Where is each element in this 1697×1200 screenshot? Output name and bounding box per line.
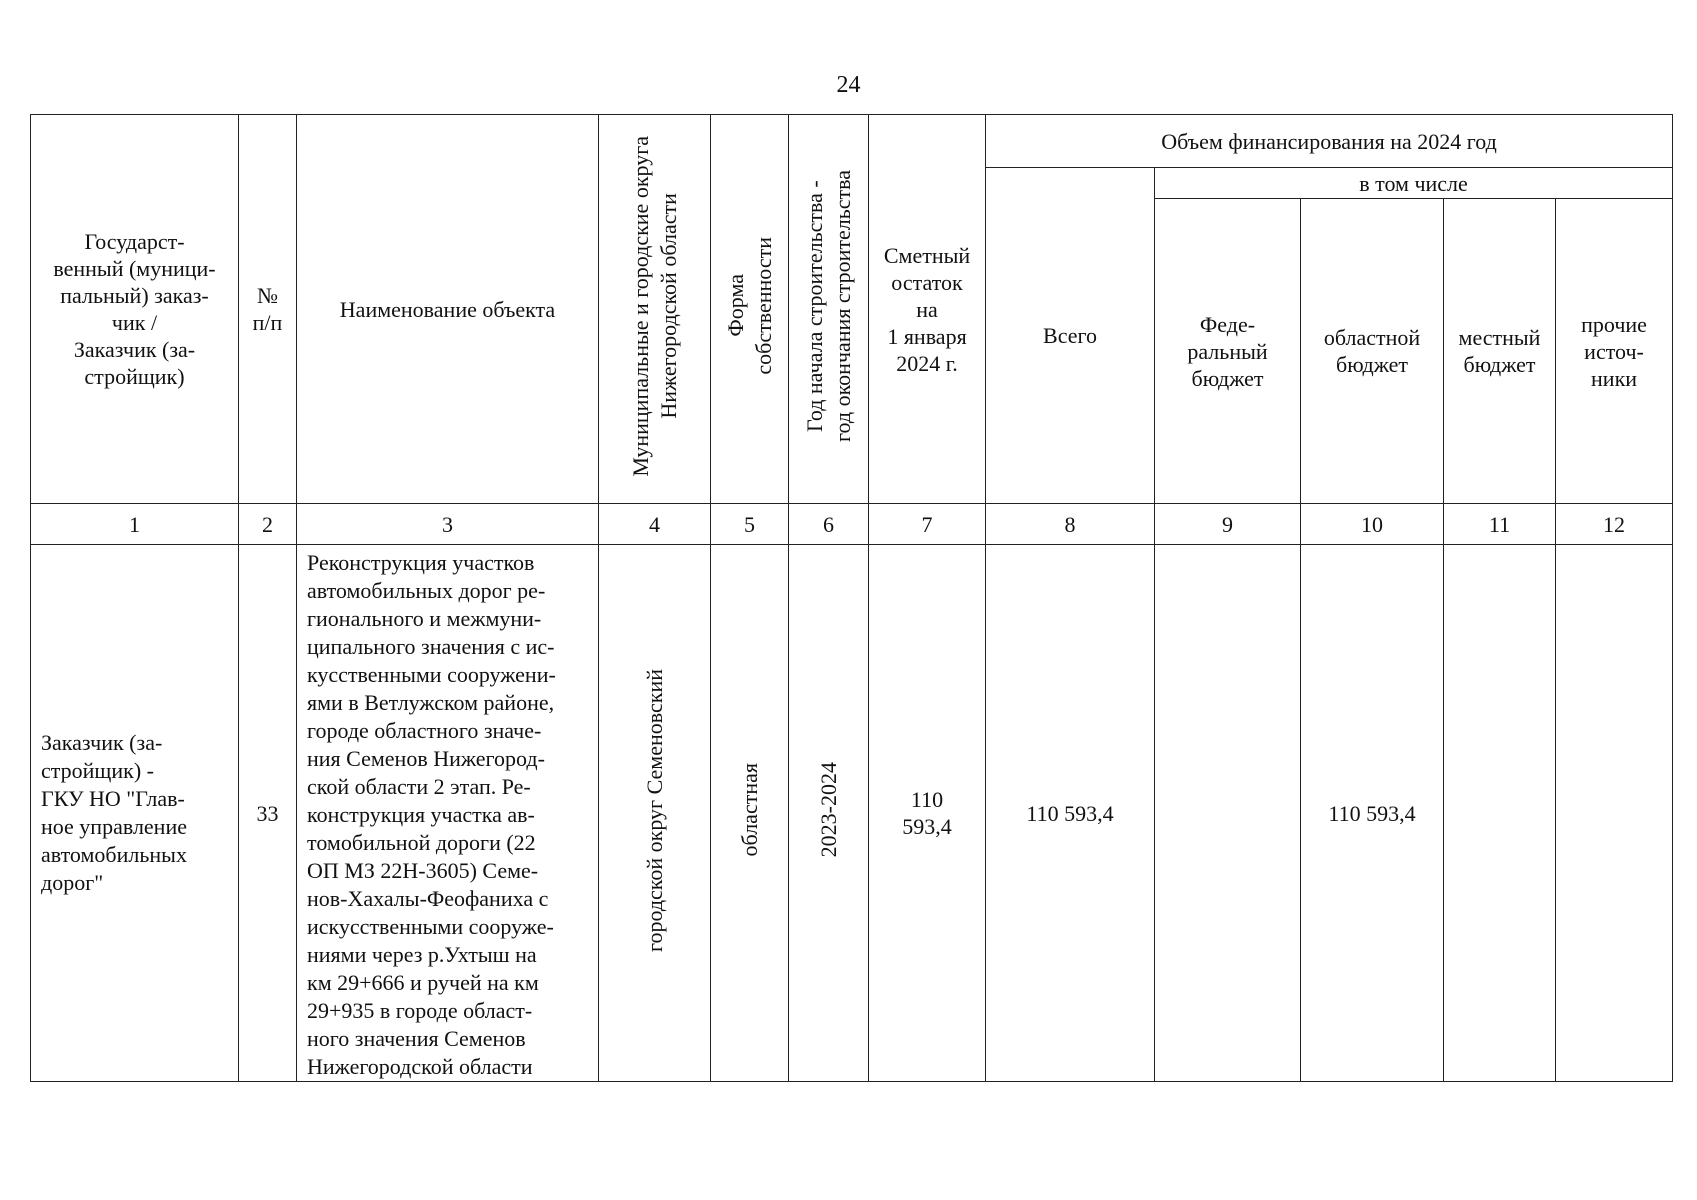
header-regional: областной бюджет [1301, 199, 1444, 504]
row-number: 33 [239, 545, 297, 1082]
header-local: местный бюджет [1444, 199, 1556, 504]
row-balance: 110 593,4 [869, 545, 986, 1082]
row-federal [1155, 545, 1301, 1082]
row-customer: Заказчик (за- стройщик) - ГКУ НО "Глав- ное управление автомобильных дорог" [31, 545, 239, 1082]
row-ownership [711, 545, 789, 1082]
row-municipality [599, 545, 711, 1082]
row-ownership-text: областная [736, 763, 762, 857]
header-object-name: Наименование объекта [297, 115, 599, 504]
header-including: в том числе [1155, 168, 1673, 199]
header-federal: Феде- ральный бюджет [1155, 199, 1301, 504]
financing-table [30, 114, 1673, 1082]
row-other [1556, 545, 1673, 1082]
column-number: 5 [711, 504, 789, 545]
column-number: 3 [297, 504, 599, 545]
header-other: прочие источ- ники [1556, 199, 1673, 504]
row-object-name: Реконструкция участков автомобильных дорог ре- гионального и межмуни- ципального значения с ис- кусственными сооружени- ями в Ветлужском районе, городе областного значе- ния Семенов Нижегород- ской области 2 этап. Ре- конструкция участка ав- томобильной дороги (22 ОП МЗ 22Н-3605) Семе- нов-Хахалы-Феофаниха с искусственными сооруже- ниями через р.Ухтыш на км 29+666 и ручей на км 29+935 в городе област- ного значения Семенов Нижегородской области [297, 545, 599, 1082]
header-balance: Сметный остаток на 1 января 2024 г. [869, 115, 986, 504]
row-years-text: 2023-2024 [815, 762, 841, 858]
column-number: 8 [986, 504, 1155, 545]
column-number: 7 [869, 504, 986, 545]
header-customer: Государст- венный (муници- пальный) заказ- чик / Заказчик (за- стройщик) [31, 115, 239, 504]
column-number: 11 [1444, 504, 1556, 545]
row-total: 110 593,4 [986, 545, 1155, 1082]
column-numbers-row [31, 504, 1673, 545]
page-number: 24 [836, 72, 861, 98]
row-local [1444, 545, 1556, 1082]
column-number: 2 [239, 504, 297, 545]
header-ownership [711, 115, 789, 504]
row-years [789, 545, 869, 1082]
column-number: 9 [1155, 504, 1301, 545]
header-years-text: Год начала строительства - год окончания строительства [801, 170, 855, 442]
row-regional: 110 593,4 [1301, 545, 1444, 1082]
column-number: 4 [599, 504, 711, 545]
column-number: 10 [1301, 504, 1444, 545]
header-number: № п/п [239, 115, 297, 504]
column-number: 6 [789, 504, 869, 545]
row-municipality-text: городской округ Семеновский [641, 668, 667, 952]
table-row [31, 545, 1673, 1082]
header-total: Всего [986, 168, 1155, 504]
header-funding-group: Объем финансирования на 2024 год [986, 115, 1673, 168]
column-number: 12 [1556, 504, 1673, 545]
header-municipality [599, 115, 711, 504]
column-number: 1 [31, 504, 239, 545]
header-municipality-text: Муниципальные и городские округа Нижегородской области [627, 135, 681, 477]
header-ownership-text: Форма собственности [722, 237, 776, 375]
header-years [789, 115, 869, 504]
